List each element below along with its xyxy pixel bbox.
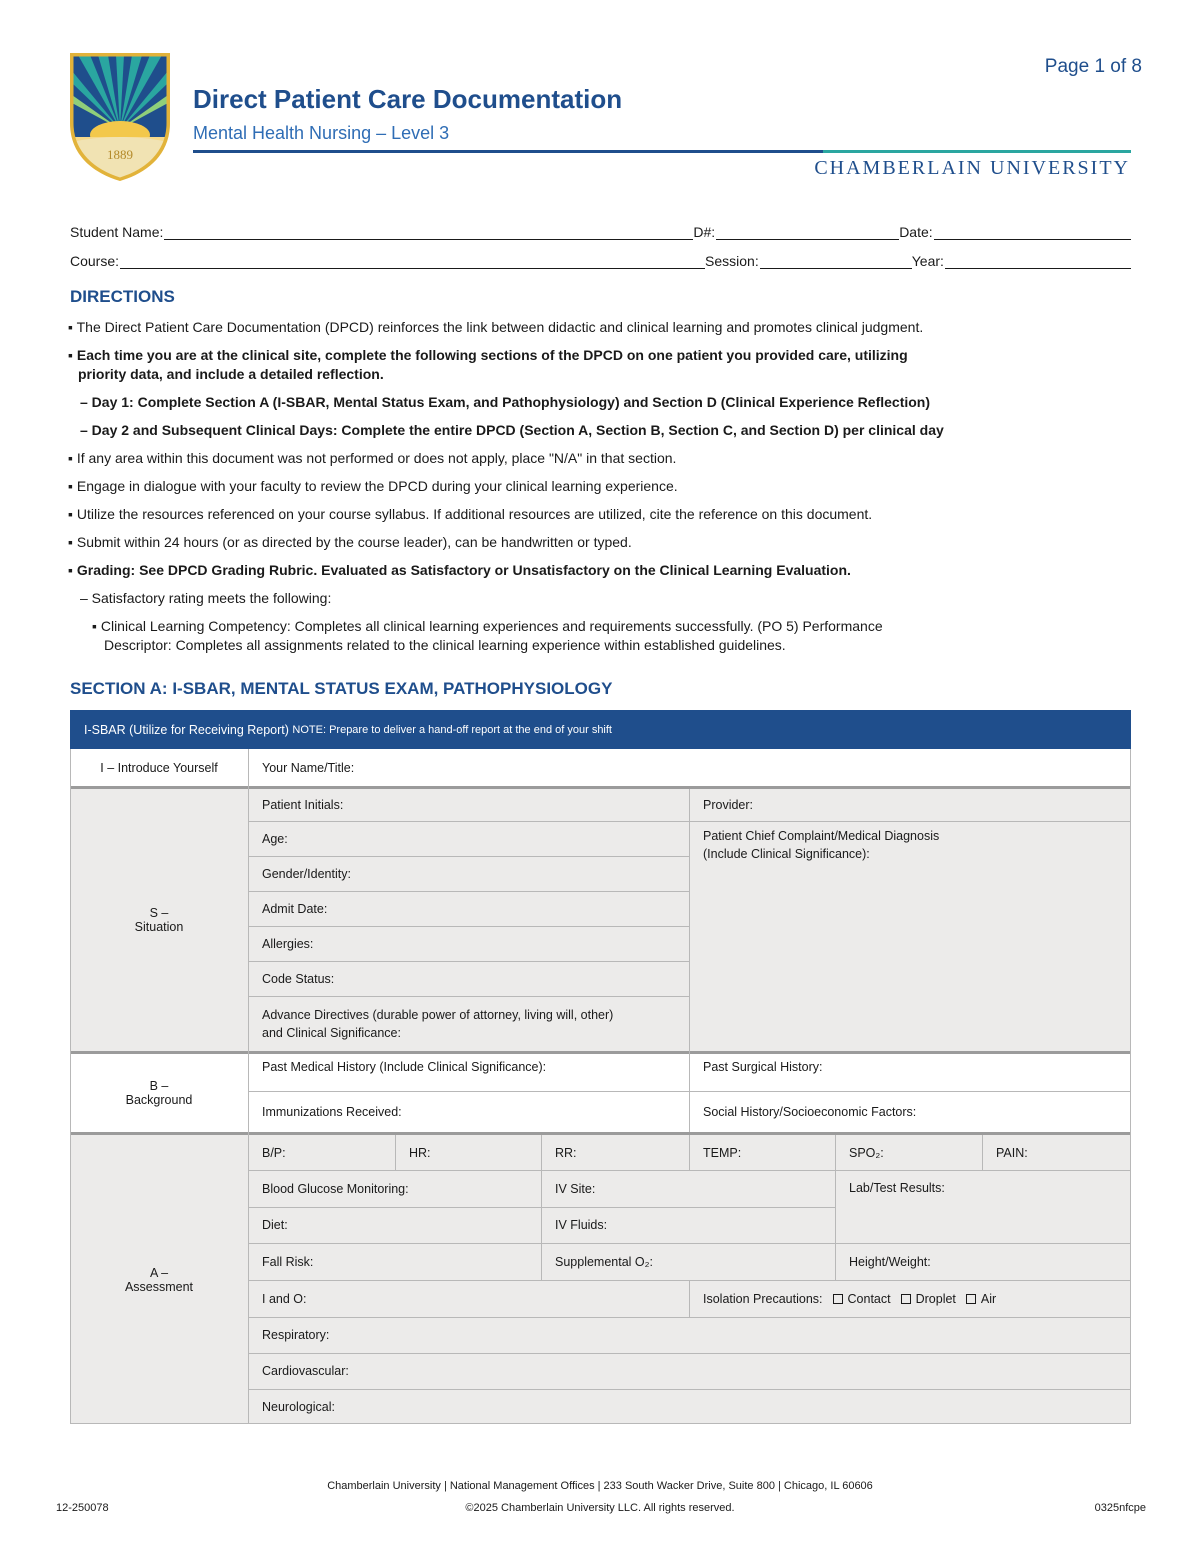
bp-field[interactable]: B/P: — [248, 1135, 395, 1170]
table-rule — [248, 996, 689, 997]
lab-results-field[interactable]: Lab/Test Results: — [835, 1170, 1131, 1243]
diet-field[interactable]: Diet: — [248, 1207, 541, 1243]
course-field[interactable] — [120, 253, 705, 269]
table-rule — [689, 821, 1131, 822]
immunizations-field[interactable]: Immunizations Received: — [248, 1091, 689, 1132]
direction-item: ▪ Grading: See DPCD Grading Rubric. Evaluated as Satisfactory or Unsatisfactory on the Clinical Learning Evaluation. — [68, 562, 851, 578]
your-name-title-field[interactable]: Your Name/Title: — [248, 749, 1131, 786]
table-rule — [541, 1135, 542, 1280]
situation-label — [70, 789, 248, 1051]
table-rule — [248, 1389, 1131, 1390]
table-rule — [982, 1135, 983, 1170]
table-rule — [248, 749, 249, 1424]
table-rule — [70, 1051, 1131, 1054]
table-rule — [1130, 749, 1131, 1424]
year-field[interactable] — [945, 253, 1131, 269]
direction-item: ▪ Utilize the resources referenced on your course syllabus. If additional resources are utilized, cite the reference on this document. — [68, 506, 873, 522]
background-word: Background — [125, 1093, 193, 1107]
footer-code-right: 0325nfcpe — [1094, 1502, 1146, 1514]
spo2-field[interactable]: SPO₂: — [835, 1135, 982, 1170]
respiratory-field[interactable]: Respiratory: — [248, 1317, 1131, 1353]
chamberlain-crest-logo — [68, 51, 172, 181]
table-rule — [248, 891, 689, 892]
session-field[interactable] — [760, 253, 912, 269]
table-rule — [835, 1135, 836, 1280]
id-field[interactable] — [716, 224, 899, 240]
table-rule — [70, 1423, 1131, 1424]
cardiovascular-field[interactable]: Cardiovascular: — [248, 1353, 1131, 1389]
neurological-field[interactable]: Neurological: — [248, 1389, 1131, 1424]
section-a-heading: SECTION A: I-SBAR, MENTAL STATUS EXAM, PATHOPHYSIOLOGY — [70, 679, 613, 698]
direction-item: ▪ The Direct Patient Care Documentation (DPCD) reinforces the link between didactic and clinical learning and promotes clinical judgment. — [68, 319, 924, 335]
chief-complaint-line1: Patient Chief Complaint/Medical Diagnosis — [703, 829, 940, 843]
code-status-field[interactable]: Code Status: — [248, 961, 689, 996]
table-rule — [689, 789, 690, 1132]
blood-glucose-field[interactable]: Blood Glucose Monitoring: — [248, 1170, 541, 1207]
svg-text:1889: 1889 — [107, 147, 133, 162]
footer-address: Chamberlain University | National Management Offices | 233 South Wacker Drive, Suite 800 | Chicago, IL 60606 — [327, 1480, 873, 1492]
directions-heading: DIRECTIONS — [70, 287, 175, 306]
table-rule — [70, 786, 1131, 789]
isbar-header — [70, 710, 1131, 749]
contact-checkbox[interactable] — [833, 1294, 843, 1304]
background-label — [70, 1054, 248, 1132]
direction-item: ▪ Each time you are at the clinical site, complete the following sections of the DPCD on one patient you provided care, utilizing — [68, 347, 908, 363]
situation-letter: S – — [149, 906, 169, 920]
directions-list — [68, 318, 1138, 664]
page-number: Page 1 of 8 — [1044, 56, 1142, 77]
direction-item: ▪ Submit within 24 hours (or as directed by the course leader), can be handwritten or typed. — [68, 534, 632, 550]
situation-word: Situation — [134, 920, 184, 934]
student-name-field[interactable] — [164, 224, 693, 240]
assessment-label — [70, 1135, 248, 1424]
course-label: Course: — [70, 253, 120, 269]
supplemental-o2-field[interactable]: Supplemental O₂: — [541, 1243, 835, 1280]
isolation-precautions — [689, 1280, 1131, 1317]
direction-item: priority data, and include a detailed reflection. — [78, 366, 384, 382]
advance-directives-line2: and Clinical Significance: — [262, 1025, 401, 1040]
isbar-header-title: I-SBAR (Utilize for Receiving Report) — [84, 722, 289, 737]
direction-item: ▪ Clinical Learning Competency: Completes all clinical learning experiences and requirements successfully. (PO 5) Performance — [92, 618, 883, 634]
social-history-field[interactable]: Social History/Socioeconomic Factors: — [689, 1091, 1131, 1132]
table-rule — [248, 1317, 1131, 1318]
table-rule — [689, 1135, 690, 1170]
chief-complaint-field[interactable] — [689, 821, 1131, 1051]
admit-date-field[interactable]: Admit Date: — [248, 891, 689, 926]
droplet-checkbox[interactable] — [901, 1294, 911, 1304]
table-rule — [248, 926, 689, 927]
patient-initials-field[interactable]: Patient Initials: — [248, 789, 689, 821]
table-rule — [689, 1280, 690, 1317]
document-title: Direct Patient Care Documentation — [193, 84, 623, 114]
direction-item: – Day 2 and Subsequent Clinical Days: Complete the entire DPCD (Section A, Section B, Section C, and Section D) per clinical day — [80, 422, 944, 438]
i-and-o-field[interactable]: I and O: — [248, 1280, 689, 1317]
header-rule-teal — [823, 150, 1131, 153]
direction-item: ▪ If any area within this document was not performed or does not apply, place "N/A" in that section. — [68, 450, 677, 466]
header-rule-blue — [193, 150, 823, 153]
provider-field[interactable]: Provider: — [689, 789, 1131, 821]
assessment-letter: A – — [149, 1265, 169, 1280]
allergies-field[interactable]: Allergies: — [248, 926, 689, 961]
advance-directives-field[interactable] — [248, 996, 689, 1051]
table-rule — [70, 749, 71, 1424]
direction-item: ▪ Engage in dialogue with your faculty to review the DPCD during your clinical learning experience. — [68, 478, 678, 494]
table-rule — [248, 1353, 1131, 1354]
advance-directives-line1: Advance Directives (durable power of attorney, living will, other) — [262, 1007, 614, 1022]
student-info-row-2 — [70, 247, 1131, 269]
isolation-label: Isolation Precautions: — [703, 1291, 823, 1306]
student-info-row-1 — [70, 218, 1131, 240]
session-label: Session: — [705, 253, 759, 269]
id-label: D#: — [693, 224, 716, 240]
chief-complaint-line2: (Include Clinical Significance): — [703, 847, 870, 861]
table-rule — [248, 856, 689, 857]
past-surgical-history-field[interactable]: Past Surgical History: — [689, 1054, 1131, 1091]
past-medical-history-field[interactable]: Past Medical History (Include Clinical Significance): — [248, 1054, 689, 1091]
iv-site-field[interactable]: IV Site: — [541, 1170, 835, 1207]
date-label: Date: — [899, 224, 933, 240]
year-label: Year: — [911, 253, 944, 269]
table-rule — [248, 1170, 1131, 1171]
height-weight-field[interactable]: Height/Weight: — [835, 1243, 1131, 1280]
table-rule — [248, 961, 689, 962]
university-wordmark: CHAMBERLAIN UNIVERSITY — [814, 157, 1130, 179]
age-field[interactable]: Age: — [248, 821, 689, 856]
hr-field[interactable]: HR: — [395, 1135, 541, 1170]
date-field[interactable] — [934, 224, 1131, 240]
isbar-header-note: NOTE: Prepare to deliver a hand-off report at the end of your shift — [292, 723, 612, 736]
direction-item: Descriptor: Completes all assignments related to the clinical learning experience within established guidelines. — [104, 637, 786, 653]
pain-field[interactable]: PAIN: — [982, 1135, 1131, 1170]
table-rule — [395, 1135, 396, 1170]
student-name-label: Student Name: — [70, 224, 164, 240]
table-rule — [70, 1132, 1131, 1135]
document-subtitle: Mental Health Nursing – Level 3 — [193, 123, 450, 143]
iv-fluids-field[interactable]: IV Fluids: — [541, 1207, 835, 1243]
air-checkbox[interactable] — [966, 1294, 976, 1304]
table-rule — [248, 1243, 1131, 1244]
assessment-word: Assessment — [124, 1279, 194, 1294]
footer-code-left: 12-250078 — [56, 1502, 109, 1514]
direction-item: – Satisfactory rating meets the following: — [80, 590, 332, 606]
table-rule — [248, 821, 689, 822]
contact-label: Contact — [847, 1291, 891, 1306]
droplet-label: Droplet — [915, 1291, 956, 1306]
rr-field[interactable]: RR: — [541, 1135, 689, 1170]
footer-copyright: ©2025 Chamberlain University LLC. All rights reserved. — [465, 1502, 735, 1514]
introduce-label: I – Introduce Yourself — [70, 749, 248, 786]
background-letter: B – — [149, 1079, 169, 1093]
fall-risk-field[interactable]: Fall Risk: — [248, 1243, 541, 1280]
air-label: Air — [980, 1291, 997, 1306]
temp-field[interactable]: TEMP: — [689, 1135, 835, 1170]
direction-item: – Day 1: Complete Section A (I-SBAR, Mental Status Exam, and Pathophysiology) and Section D (Clinical Experience Reflection) — [80, 394, 931, 410]
gender-identity-field[interactable]: Gender/Identity: — [248, 856, 689, 891]
